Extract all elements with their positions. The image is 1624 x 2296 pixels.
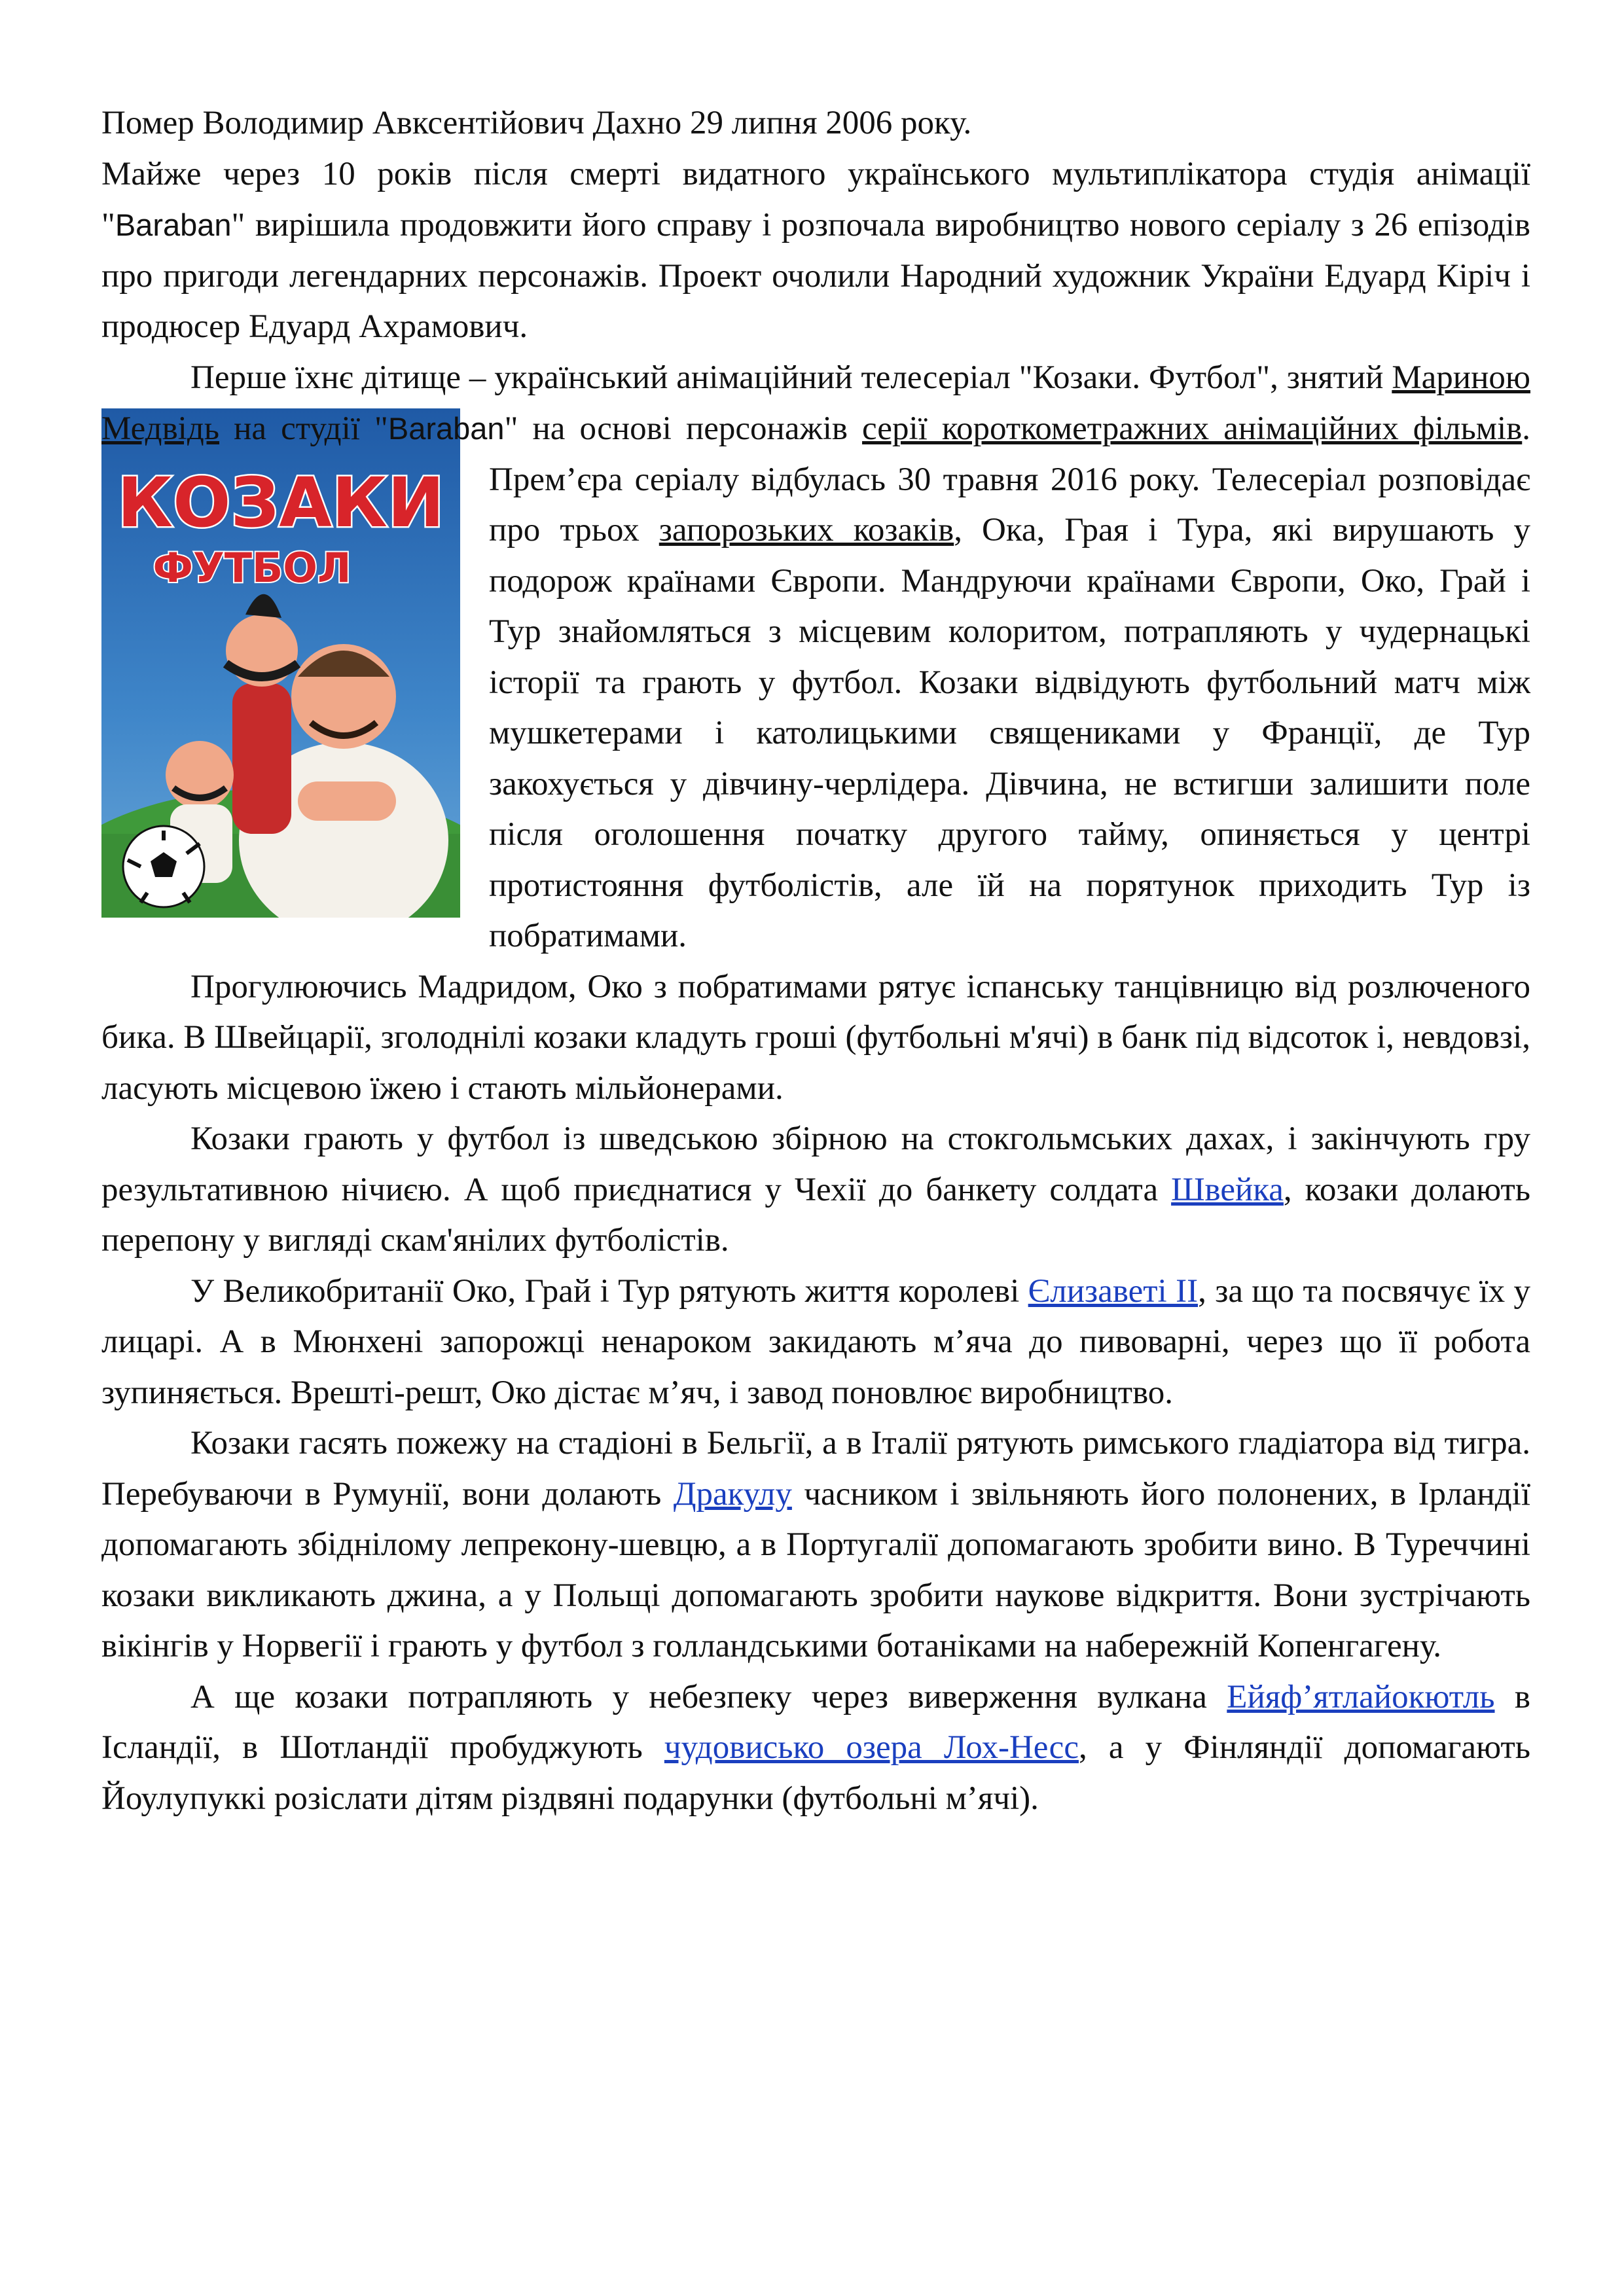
dracula-link[interactable]: Дракулу: [673, 1475, 792, 1513]
volcano-link[interactable]: Ейяф’ятлайокютль: [1227, 1678, 1495, 1715]
author-link[interactable]: Мариною Медвідь: [101, 359, 1530, 447]
text-span: , а у Фінляндії допомагають Йоулупуккі розіслати дітям різдвяні подарунки (футбольні м’ячі).: [101, 1729, 1530, 1817]
text-span: на студії ": [219, 410, 388, 447]
elizabeth-link[interactable]: Єлизаветі II: [1028, 1272, 1199, 1310]
series-link[interactable]: серії короткометражних анімаційних фільмів: [862, 410, 1523, 447]
document-page: [101, 98, 1530, 1824]
paragraph-britain: [101, 1266, 1530, 1419]
paragraph-death-date: [101, 98, 1530, 149]
text-span: в Ісландії, в Шотландії пробуджують: [101, 1678, 1530, 1766]
svejk-link[interactable]: Швейка: [1171, 1171, 1284, 1208]
poster-title: КОЗАКИ: [117, 463, 444, 543]
text-span: , козаки долають перепону у вигляді скам'янілих футболістів.: [101, 1171, 1530, 1259]
loch-ness-link[interactable]: чудовисько озера Лох-Несс: [664, 1729, 1079, 1766]
paragraph-belgium: [101, 1418, 1530, 1672]
paragraph-iceland: [101, 1672, 1530, 1825]
text-span: , за що та посвячує їх у лицарі. А в Мюнхені запорожці ненароком закидають м’яча до пивоварні, через що її робота зупиняється. Врешті-решт, Око дістає м’яч, і завод поновлює виробництво.: [101, 1272, 1530, 1411]
text-span: " вирішила продовжити його справу і розпочала виробництво нового серіалу з 26 епізодів про пригоди легендарних персонажів. Проект очолили Народний художник України Едуард Кіріч і продюсер Едуард Ахрамович.: [101, 207, 1530, 345]
text-span: часником і звільняють його полонених, в Ірландії допомагають збіднілому лепрекону-шевцю, а в Португалії допомагають зробити вино. В Туреччині козаки викликають джина, а у Польщі допомагають зробити наукове відкриття. Вони зустрічають вікінгів у Норвегії і грають у футбол з голландськими ботаніками на набережній Копенгагену.: [101, 1475, 1530, 1664]
text-span: . Прем’єра серіалу відбулась 30 травня 2016 року. Телесеріал розповідає про трьох: [489, 410, 1531, 548]
cartoon-poster-icon: [101, 408, 460, 918]
paragraph-madrid: [101, 962, 1530, 1115]
paragraph-studio: [101, 149, 1530, 353]
text-span: Прогулюючись Мадридом, Око з побратимами рятує іспанську танцівницю від розлюченого бика. В Швейцарії, зголоднілі козаки кладуть гроші (футбольні м'ячі) в банк під відсоток і, невдовзі, ласують місцевою їжею і стають мільйонерами.: [101, 968, 1530, 1107]
poster-subtitle: ФУТБОЛ: [153, 544, 352, 592]
poster-image: [101, 408, 460, 918]
studio-name: Baraban: [115, 207, 232, 242]
paragraph-stockholm: [101, 1114, 1530, 1266]
text-span: Козаки грають у футбол із шведською збірною на стокгольмських дахах, і закінчують гру результативною нічиєю. А щоб приєднатися у Чехії до банкету солдата: [101, 1121, 1530, 1208]
text-span: Козаки гасять пожежу на стадіоні в Бельгії, а в Італії рятують римського гладіатора від тигра. Перебуваючи в Румунії, вони долають: [101, 1425, 1530, 1513]
text-span: Перше їхнє дітище – український анімаційний телесеріал "Козаки. Футбол", знятий: [190, 359, 1392, 396]
text-span: , Ока, Грая і Тура, які вирушають у подорож країнами Європи. Мандруючи країнами Європи, Око, Грай і Тур знайомляться з місцевим колоритом, потрапляють у чудернацькі історії та грають у футбол. Козаки відвідують футбольний матч між мушкетерами і католицькими священиками у Франції, де Тур закохується у дівчину-черлідера. Дівчина, не встигши залишити поле після оголошення початку другого тайму, опиняється у центрі протистояння футболістів, але їй на порятунок приходить Тур із побратимами.: [489, 512, 1530, 954]
paragraph-series-intro: [101, 353, 1530, 962]
text-span: А ще козаки потрапляють у небезпеку через виверження вулкана: [190, 1678, 1227, 1715]
cossacks-link[interactable]: запорозьких козаків: [659, 512, 954, 548]
text-span: " на основі персонажів: [504, 410, 863, 447]
studio-name: Baraban: [388, 411, 505, 446]
text-span: Помер Володимир Авксентійович Дахно 29 липня 2006 року.: [101, 105, 972, 141]
text-span: Майже через 10 років після смерті видатного українського мультиплікатора студія анімації ": [101, 155, 1530, 243]
text-span: У Великобританії Око, Грай і Тур рятують життя королеві: [190, 1272, 1028, 1310]
